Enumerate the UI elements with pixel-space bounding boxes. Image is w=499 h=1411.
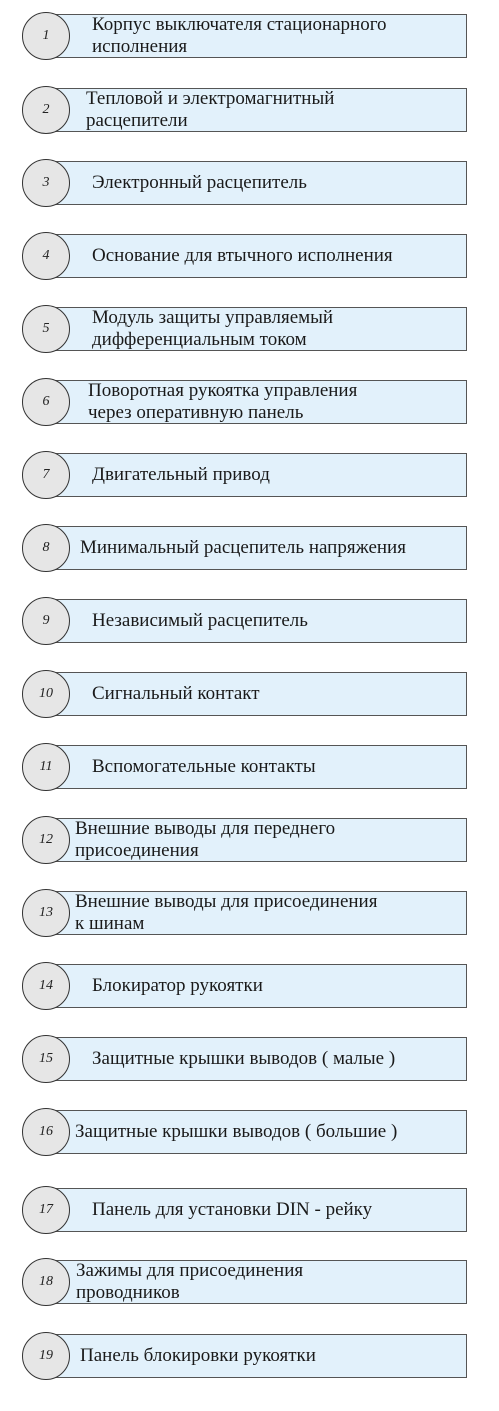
list-item [0,232,499,280]
item-label: Минимальный расцепитель напряжения [80,537,406,558]
item-number-badge: 2 [22,86,70,134]
item-label: Зажимы для присоединения проводников [76,1260,304,1303]
item-number-badge: 13 [22,889,70,937]
list-item [0,12,499,60]
item-number-badge: 8 [22,524,70,572]
item-number-badge: 10 [22,670,70,718]
item-label: Модуль защиты управляемый дифференциальным током [92,307,334,350]
item-label: Электронный расцепитель [92,172,307,193]
item-label: Корпус выключателя стационарного исполнения [92,14,387,57]
list-item [0,816,499,864]
list-item [0,1258,499,1306]
list-item [0,743,499,791]
item-label: Двигательный привод [92,464,270,485]
item-number-badge: 16 [22,1108,70,1156]
item-label: Сигнальный контакт [92,683,260,704]
list-item [0,451,499,499]
item-label: Панель блокировки рукоятки [80,1345,316,1366]
list-item [0,1332,499,1380]
list-item [0,889,499,937]
list-item [0,1108,499,1156]
list-item [0,159,499,207]
list-item [0,597,499,645]
item-label: Внешние выводы для переднего присоединения [75,818,336,861]
item-number-badge: 1 [22,12,70,60]
item-label: Независимый расцепитель [92,610,308,631]
list-item [0,670,499,718]
item-number-badge: 6 [22,378,70,426]
item-number-badge: 7 [22,451,70,499]
list-item [0,305,499,353]
item-number-badge: 12 [22,816,70,864]
item-number-badge: 3 [22,159,70,207]
item-label: Блокиратор рукоятки [92,975,263,996]
item-number-badge: 5 [22,305,70,353]
item-number-badge: 14 [22,962,70,1010]
item-number-badge: 9 [22,597,70,645]
item-label: Основание для втычного исполнения [92,245,393,266]
item-label: Тепловой и электромагнитный расцепители [86,88,335,131]
item-label: Панель для установки DIN - рейку [92,1199,373,1220]
list-item [0,1186,499,1234]
item-label: Вспомогательные контакты [92,756,316,777]
item-number-badge: 4 [22,232,70,280]
list-item [0,1035,499,1083]
item-label: Внешние выводы для присоединения к шинам [75,891,378,934]
item-label: Защитные крышки выводов ( малые ) [92,1048,396,1069]
item-number-badge: 17 [22,1186,70,1234]
item-number-badge: 11 [22,743,70,791]
item-number-badge: 18 [22,1258,70,1306]
item-number-badge: 19 [22,1332,70,1380]
list-item [0,86,499,134]
item-label: Защитные крышки выводов ( большие ) [75,1121,398,1142]
list-item [0,378,499,426]
item-label: Поворотная рукоятка управления через оперативную панель [88,380,358,423]
list-item [0,524,499,572]
list-item [0,962,499,1010]
item-number-badge: 15 [22,1035,70,1083]
